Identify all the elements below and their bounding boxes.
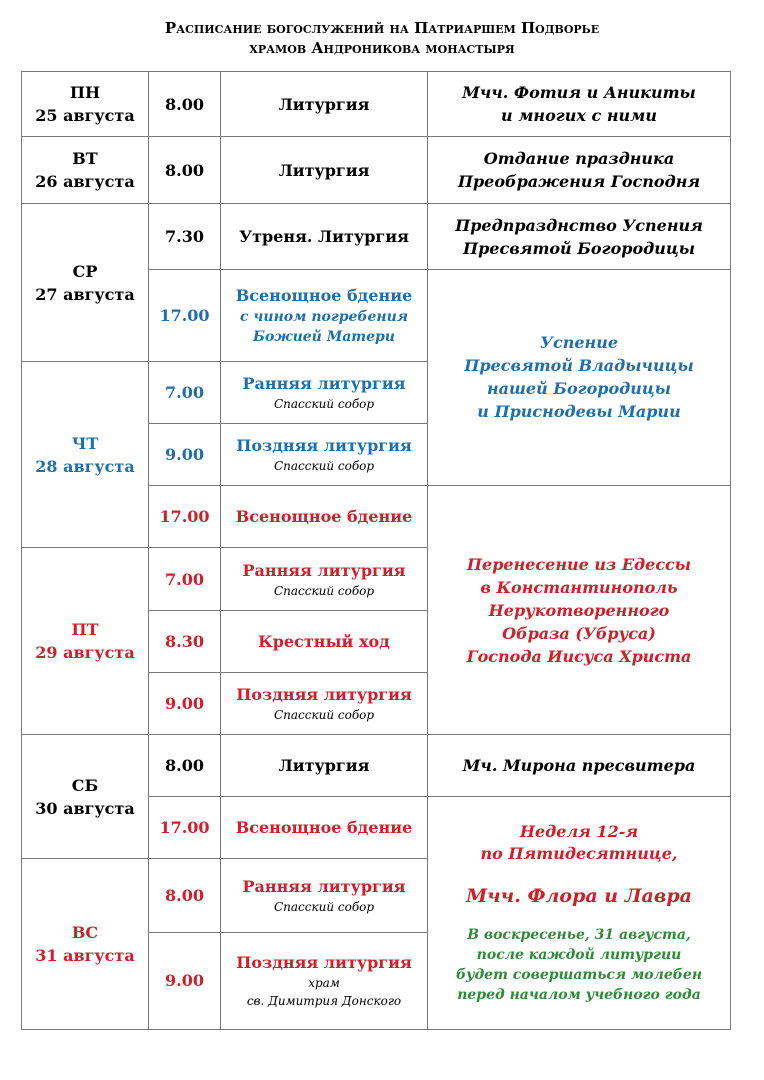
note-line: Мчч. Фотия и Аникиты (462, 83, 696, 103)
service-location: св. Димитрия Донского (246, 994, 402, 1009)
service-name: Ранняя литургия (242, 560, 406, 580)
note-cell (428, 72, 731, 137)
sunday-notice-line: В воскресенье, 31 августа, (467, 927, 691, 944)
service-cell (221, 548, 428, 610)
day-date: 30 августа (35, 798, 135, 818)
table-row (22, 204, 731, 269)
sunday-subtitle: по Пятидесятнице, (480, 844, 678, 864)
time-cell: 7.00 (149, 361, 221, 423)
feast-line: Нерукотворенного (488, 600, 670, 620)
note-cell (428, 137, 731, 204)
day-cell (22, 204, 149, 361)
table-row (22, 137, 731, 204)
time-cell: 8.30 (149, 610, 221, 672)
day-cell (22, 361, 149, 548)
day-name: ПН (69, 83, 101, 103)
time-cell: 7.30 (149, 204, 221, 269)
title-line-2: храмов Андроникова монастыря (249, 39, 515, 57)
time-cell: 9.00 (149, 672, 221, 734)
time-cell: 8.00 (149, 137, 221, 204)
feast-line: и Приснодевы Марии (477, 402, 681, 422)
time-cell: 8.00 (149, 859, 221, 932)
sunday-notice-line: после каждой литургии (476, 947, 682, 964)
time-cell: 17.00 (149, 269, 221, 361)
sunday-title: Неделя 12-я (519, 822, 639, 842)
service-name: Ранняя литургия (242, 373, 406, 393)
time-cell: 7.00 (149, 548, 221, 610)
day-date: 29 августа (35, 643, 135, 663)
note-cell: Мч. Мирона пресвитера (428, 735, 731, 797)
service-location: Спасский собор (273, 396, 375, 411)
feast-line: Перенесение из Едессы (466, 554, 692, 574)
service-location: Спасский собор (273, 583, 375, 598)
day-cell (22, 72, 149, 137)
day-cell (22, 137, 149, 204)
feast-sunday (428, 797, 731, 1030)
page-title (0, 18, 764, 58)
sunday-notice-line: будет совершаться молебен (455, 967, 703, 984)
feast-line: нашей Богородицы (486, 379, 672, 399)
service-detail: Божией Матери (253, 328, 395, 345)
day-date: 25 августа (35, 106, 135, 126)
feast-line: Образа (Убруса) (502, 623, 656, 643)
feast-line: Господа Иисуса Христа (466, 646, 692, 666)
service-cell: Всенощное бдение (221, 797, 428, 859)
service-name: Всенощное бдение (235, 285, 413, 305)
note-line: Преображения Господня (457, 172, 701, 192)
table-row (22, 735, 731, 797)
service-cell (221, 269, 428, 361)
service-cell (221, 859, 428, 932)
day-name: СБ (71, 775, 99, 795)
day-name: ЧТ (71, 433, 99, 453)
day-date: 28 августа (35, 456, 135, 476)
service-cell: Всенощное бдение (221, 486, 428, 548)
day-name: ВТ (72, 149, 98, 169)
service-name: Поздняя литургия (236, 436, 412, 456)
feast-line: Успение (539, 333, 618, 353)
day-date: 27 августа (35, 284, 135, 304)
time-cell: 8.00 (149, 735, 221, 797)
service-location: Спасский собор (273, 707, 375, 722)
service-cell (221, 672, 428, 734)
service-location: Спасский собор (273, 900, 375, 914)
service-cell: Крестный ход (221, 610, 428, 672)
note-line: Отдание праздника (483, 149, 675, 169)
sunday-saints: Мчч. Флора и Лавра (466, 885, 692, 908)
feast-line: Пресвятой Владычицы (464, 356, 694, 376)
title-line-1: Расписание богослужений на Патриаршем Подворье (164, 19, 600, 37)
note-cell (428, 204, 731, 269)
note-line: Предпразднство Успения (455, 215, 703, 235)
service-name: Поздняя литургия (236, 684, 412, 704)
feast-dormition (428, 269, 731, 486)
time-cell: 9.00 (149, 932, 221, 1029)
service-location: Спасский собор (273, 459, 375, 474)
day-name: ПТ (71, 620, 99, 640)
service-name: Ранняя литургия (242, 877, 406, 896)
service-cell: Литургия (221, 137, 428, 204)
time-cell: 17.00 (149, 486, 221, 548)
service-cell (221, 361, 428, 423)
feast-line: в Константинополь (480, 577, 678, 597)
service-cell: Литургия (221, 735, 428, 797)
day-cell (22, 548, 149, 735)
time-cell: 9.00 (149, 424, 221, 486)
service-cell: Литургия (221, 72, 428, 137)
day-name: СР (72, 261, 98, 281)
service-cell: Утреня. Литургия (221, 204, 428, 269)
day-date: 26 августа (35, 172, 135, 192)
service-location: храм (308, 976, 340, 991)
day-cell (22, 735, 149, 859)
time-cell: 8.00 (149, 72, 221, 137)
note-line: и многих с ними (501, 106, 657, 126)
day-cell (22, 859, 149, 1030)
day-date: 31 августа (35, 946, 135, 966)
service-detail: с чином погребения (240, 308, 408, 325)
service-cell (221, 424, 428, 486)
service-name: Поздняя литургия (236, 953, 412, 973)
day-name: ВС (71, 923, 99, 943)
schedule-table (21, 71, 731, 1030)
table-row (22, 72, 731, 137)
time-cell: 17.00 (149, 797, 221, 859)
service-cell (221, 932, 428, 1029)
sunday-notice-line: перед началом учебного года (457, 987, 701, 1004)
note-line: Пресвятой Богородицы (462, 238, 696, 258)
feast-translation (428, 486, 731, 735)
